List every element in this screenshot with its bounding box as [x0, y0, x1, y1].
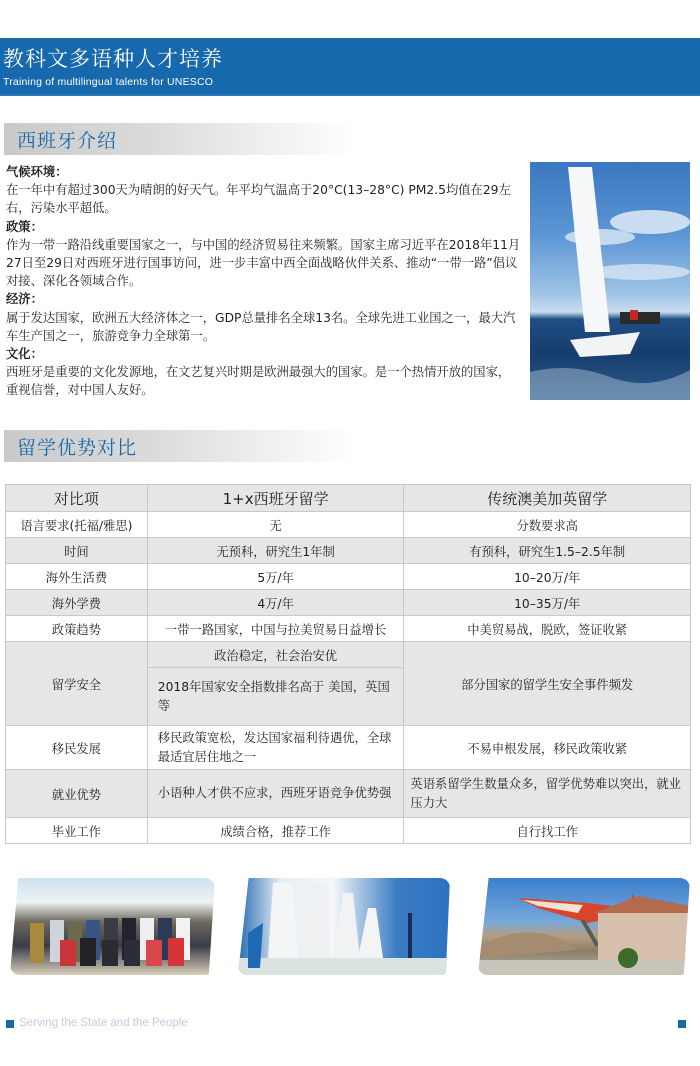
header-banner — [0, 38, 700, 96]
intro-heading-culture: 文化： — [6, 347, 43, 362]
row-label: 留学安全 — [6, 642, 148, 726]
intro-heading-policy: 政策： — [6, 219, 43, 234]
intro-heading-climate: 气候环境： — [6, 165, 68, 179]
row-label: 移民发展 — [6, 726, 148, 770]
cell-traditional: 英语系留学生数量众多，留学优势难以突出，就业压力大 — [404, 770, 691, 818]
banner-subtitle: Training of multilingual talents for UNESCO — [3, 76, 214, 88]
footer-square-icon — [678, 1020, 686, 1028]
banner-title: 教科文多语种人才培养 — [3, 47, 223, 71]
row-label: 政策趋势 — [6, 616, 148, 642]
cell-spain: 无 — [147, 512, 404, 538]
table-row — [6, 616, 691, 642]
spain-intro — [6, 163, 521, 400]
intro-text-economy: 属于发达国家，欧洲五大经济体之一，GDP总量排名全球13名。全球先进工业国之一，最大汽车生产国之一，旅游竞争力全球第一。 — [6, 310, 516, 343]
cell-traditional: 有预科，研究生1.5–2.5年制 — [404, 538, 691, 564]
comparison-table — [5, 484, 691, 844]
cell-traditional: 中美贸易战，脱欧，签证收紧 — [404, 616, 691, 642]
cell-traditional: 10–20万/年 — [404, 564, 691, 590]
sailboats-harbor-photo — [238, 878, 450, 975]
table-header-row — [6, 485, 691, 512]
sailboat-photo — [530, 162, 690, 400]
table-row — [6, 538, 691, 564]
row-label: 海外生活费 — [6, 564, 148, 590]
cell-spain: 5万/年 — [147, 564, 404, 590]
row-label: 就业优势 — [6, 770, 148, 818]
cell-spain: 无预科，研究生1年制 — [147, 538, 404, 564]
intro-text-policy: 作为一带一路沿线重要国家之一，与中国的经济贸易往来频繁。国家主席习近平在2018年11月27日至29日对西班牙进行国事访问，进一步丰富中西全面战略伙伴关系、推动“一带一路”倡议对接、深化各领域合作。 — [6, 237, 521, 289]
cell-spain: 4万/年 — [147, 590, 404, 616]
column-header: 对比项 — [6, 485, 148, 512]
table-row — [6, 818, 691, 844]
cell-spain: 成绩合格，推荐工作 — [147, 818, 404, 844]
cell-traditional: 不易申根发展，移民政策收紧 — [404, 726, 691, 770]
table-row — [6, 726, 691, 770]
row-label: 毕业工作 — [6, 818, 148, 844]
section-header-compare — [4, 430, 359, 462]
cell-spain-secondary: 2018年国家安全指数排名高于 美国，英国等 — [147, 668, 404, 726]
intro-heading-economy: 经济： — [6, 292, 43, 307]
column-header: 1+x西班牙留学 — [147, 485, 404, 512]
cell-spain: 小语种人才供不应求，西班牙语竞争优势强 — [147, 770, 404, 818]
footer-slogan: Serving the State and the People — [19, 1017, 188, 1029]
footer-square-icon — [6, 1020, 14, 1028]
row-label: 语言要求(托福/雅思) — [6, 512, 148, 538]
cell-spain: 政治稳定，社会治安优 — [147, 642, 404, 668]
cell-traditional: 部分国家的留学生安全事件频发 — [404, 642, 691, 726]
jet-monument-photo — [478, 878, 690, 975]
cell-traditional: 分数要求高 — [404, 512, 691, 538]
cell-traditional: 10–35万/年 — [404, 590, 691, 616]
cell-traditional: 自行找工作 — [404, 818, 691, 844]
cell-spain: 一带一路国家，中国与拉美贸易日益增长 — [147, 616, 404, 642]
row-label: 时间 — [6, 538, 148, 564]
column-header: 传统澳美加英留学 — [404, 485, 691, 512]
group-photo — [10, 878, 215, 975]
section-title-intro: 西班牙介绍 — [17, 130, 118, 152]
table-row — [6, 770, 691, 818]
table-row — [6, 512, 691, 538]
row-label: 海外学费 — [6, 590, 148, 616]
table-row — [6, 642, 691, 668]
section-header-intro — [4, 123, 359, 155]
table-row — [6, 590, 691, 616]
cell-spain: 移民政策宽松，发达国家福利待遇优，全球最适宜居住地之一 — [147, 726, 404, 770]
section-title-compare: 留学优势对比 — [17, 437, 138, 459]
intro-text-climate: 在一年中有超过300天为晴朗的好天气。年平均气温高于20°C(13–28°C) PM2.5均值在29左右，污染水平超低。 — [6, 183, 511, 216]
intro-text-culture: 西班牙是重要的文化发源地，在文艺复兴时期是欧洲最强大的国家。是一个热情开放的国家，重视信誉，对中国人友好。 — [6, 365, 511, 398]
table-row — [6, 564, 691, 590]
